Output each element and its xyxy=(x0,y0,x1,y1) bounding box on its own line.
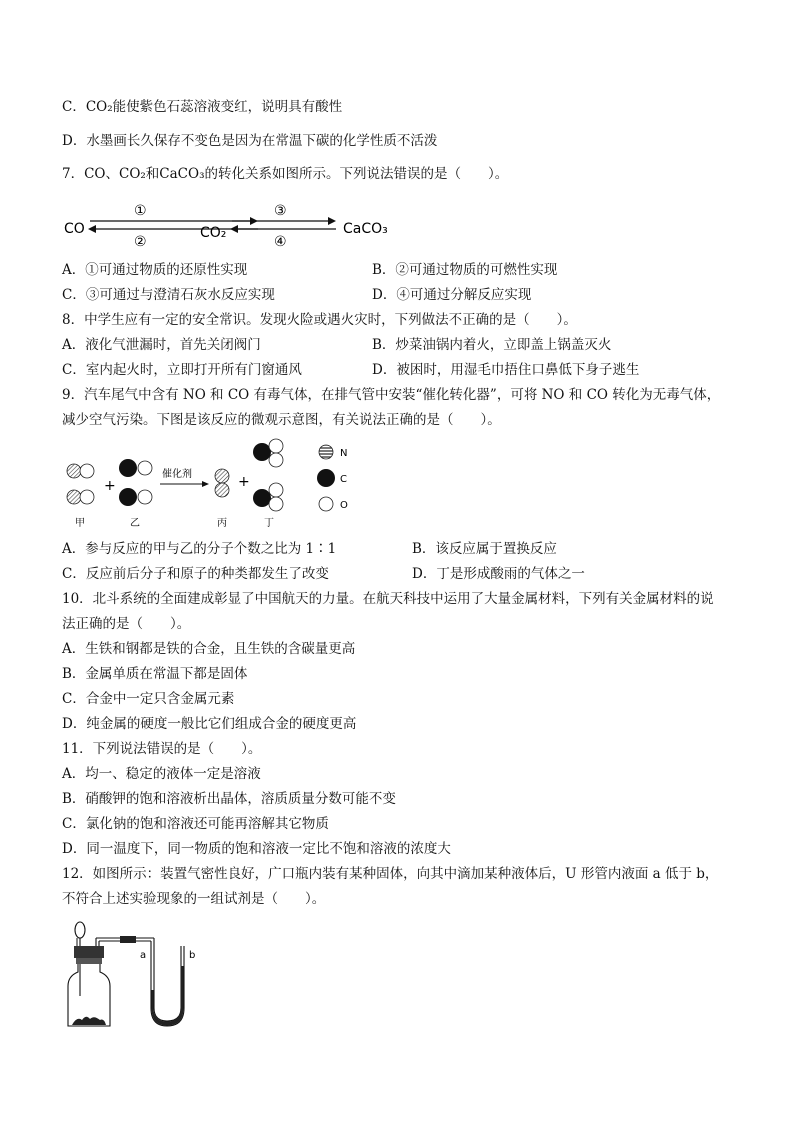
q9-option-a: A．参与反应的甲与乙的分子个数之比为 1∶1 xyxy=(62,541,337,557)
q10-stem-line1: 10．北斗系统的全面建成彰显了中国航天的力量。在航天科技中运用了大量金属材料，下列有关金属材料的说 xyxy=(62,591,714,607)
bing-molecule xyxy=(215,469,229,497)
q6-option-d: D．水墨画长久保存不变色是因为在常温下碳的化学性质不活泼 xyxy=(62,133,438,149)
q10-option-c: C．合金中一定只含金属元素 xyxy=(62,691,235,707)
q7-option-a: A．①可通过物质的还原性实现 xyxy=(62,262,248,278)
q7-step3-label: ③ xyxy=(274,203,287,219)
q7-conversion-diagram xyxy=(60,200,400,250)
caption-yi: 乙 xyxy=(130,518,140,529)
q8-option-b: B．炒菜油锅内着火，立即盖上锅盖灭火 xyxy=(372,337,612,353)
caption-bing: 丙 xyxy=(217,518,227,529)
q9-option-d: D．丁是形成酸雨的气体之一 xyxy=(412,566,585,582)
q10-option-b: B．金属单质在常温下都是固体 xyxy=(62,666,248,682)
legend-c-label: C xyxy=(340,474,347,485)
q9-plus-2: + xyxy=(238,474,250,490)
q7-step2-label: ② xyxy=(134,234,147,250)
q9-stem-line1: 9．汽车尾气中含有 NO 和 CO 有毒气体，在排气管中安装“催化转化器”，可将 NO 和 CO 转化为无毒气体， xyxy=(62,387,721,403)
q9-catalyst-label: 催化剂 xyxy=(162,469,192,480)
q11-option-a: A．均一、稳定的液体一定是溶液 xyxy=(62,766,261,782)
caption-jia: 甲 xyxy=(75,518,85,529)
q7-co-label: CO xyxy=(64,221,85,237)
q9-legend xyxy=(317,445,348,511)
q8-option-c: C．室内起火时，立即打开所有门窗通风 xyxy=(62,362,302,378)
q7-step1-label: ① xyxy=(134,203,147,219)
q6-option-c: C．CO₂能使紫色石蕊溶液变红，说明具有酸性 xyxy=(62,99,343,115)
yi-molecules xyxy=(119,459,152,506)
q7-option-c: C．③可通过与澄清石灰水反应实现 xyxy=(62,287,275,303)
label-b: b xyxy=(189,950,196,961)
caption-ding: 丁 xyxy=(264,518,274,529)
q9-option-b: B．该反应属于置换反应 xyxy=(412,541,557,557)
q9-micro-diagram xyxy=(62,438,362,530)
q10-option-a: A．生铁和钢都是铁的合金，且生铁的含碳量更高 xyxy=(62,641,356,657)
q12-apparatus-diagram xyxy=(62,918,212,1033)
q11-option-d: D．同一温度下，同一物质的饱和溶液一定比不饱和溶液的浓度大 xyxy=(62,841,451,857)
q8-option-a: A．液化气泄漏时，首先关闭阀门 xyxy=(62,337,261,353)
q8-option-d: D．被困时，用湿毛巾捂住口鼻低下身子逃生 xyxy=(372,362,640,378)
q12-stem-line2: 不符合上述实验现象的一组试剂是（ ）。 xyxy=(62,891,326,907)
q10-option-d: D．纯金属的硬度一般比它们组成合金的硬度更高 xyxy=(62,716,357,732)
q11-option-b: B．硝酸钾的饱和溶液析出晶体，溶质质量分数可能不变 xyxy=(62,791,396,807)
q11-option-c: C．氯化钠的饱和溶液还可能再溶解其它物质 xyxy=(62,816,329,832)
q10-stem-line2: 法正确的是（ ）。 xyxy=(62,616,191,632)
q7-option-b: B．②可通过物质的可燃性实现 xyxy=(372,262,558,278)
q8-stem: 8．中学生应有一定的安全常识。发现火险或遇火灾时，下列做法不正确的是（ ）。 xyxy=(62,312,577,328)
legend-n-label: N xyxy=(340,448,348,459)
legend-o-label: O xyxy=(340,500,348,511)
ding-molecules xyxy=(253,439,283,511)
q7-caco3-label: CaCO₃ xyxy=(343,221,388,237)
q9-option-c: C．反应前后分子和原子的种类都发生了改变 xyxy=(62,566,329,582)
q7-co2-label: CO₂ xyxy=(200,225,227,241)
q7-step4-label: ④ xyxy=(274,234,287,250)
q9-plus-1: + xyxy=(104,478,116,494)
jia-molecules xyxy=(67,464,94,504)
q11-stem: 11．下列说法错误的是（ ）。 xyxy=(62,741,262,757)
q9-stem-line2: 减少空气污染。下图是该反应的微观示意图，有关说法正确的是（ ）。 xyxy=(62,412,501,428)
label-a: a xyxy=(140,950,147,961)
q7-option-d: D．④可通过分解反应实现 xyxy=(372,287,532,303)
q12-stem-line1: 12．如图所示：装置气密性良好，广口瓶内装有某种固体，向其中滴加某种液体后，U 形管内液面 a 低于 b， xyxy=(62,866,719,882)
q7-stem: 7．CO、CO₂和CaCO₃的转化关系如图所示。下列说法错误的是（ ）。 xyxy=(62,166,509,182)
